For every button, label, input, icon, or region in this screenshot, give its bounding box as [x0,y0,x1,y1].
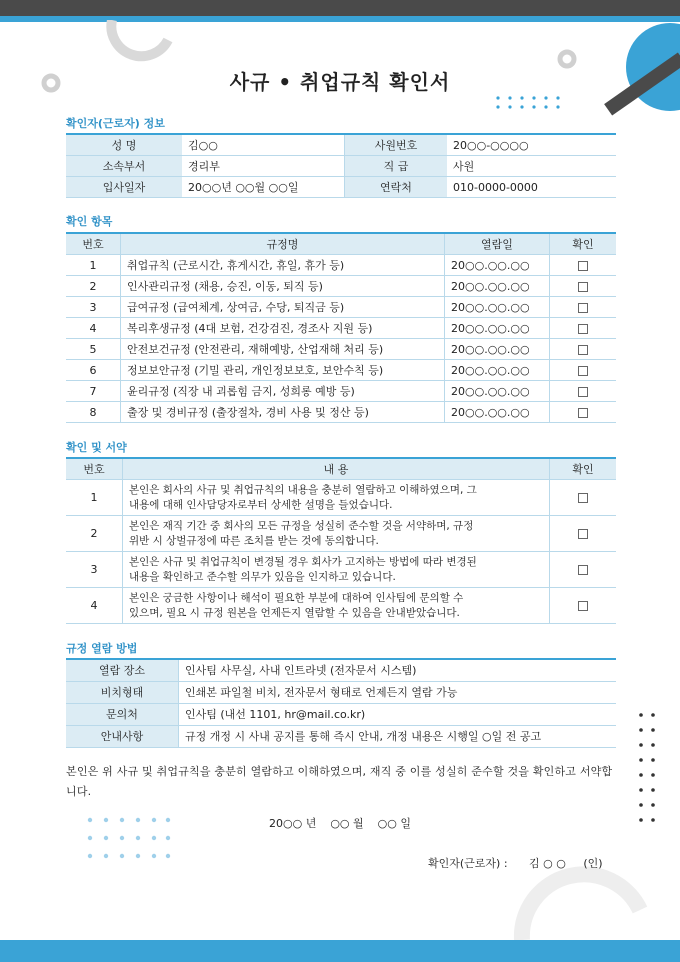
pledge-table [66,457,616,624]
item-date: 20○○.○○.○○ [445,276,550,297]
page-title: 사규 • 취업규칙 확인서 [229,70,451,94]
item-no: 2 [66,276,121,297]
section-title-info: 확인자(근로자) 정보 [66,117,165,130]
item-check[interactable] [550,402,617,423]
items-header-name: 규정명 [121,233,445,255]
item-no: 8 [66,402,121,423]
table-row [66,552,616,588]
pledge-text-line: 있으며, 필요 시 규정 원본을 언제든지 열람할 수 있음을 안내받았습니다. [129,606,460,619]
checkbox[interactable] [578,565,588,575]
empno-label: 사원번호 [345,134,448,156]
item-no: 7 [66,381,121,402]
checkbox[interactable] [578,261,588,271]
method-label: 문의처 [66,703,179,725]
items-header-check: 확인 [550,233,617,255]
empno-value: 20○○-○○○○ [447,134,616,156]
pledge-no: 3 [66,552,123,588]
checkbox[interactable] [578,303,588,313]
signer-label: 확인자(근로자) : [428,857,508,870]
pledge-no: 4 [66,588,123,624]
pledge-text-line: 본인은 재직 기간 중 회사의 모든 규정을 성실히 준수할 것을 서약하며, 규정 [129,519,474,532]
pledge-header-content: 내 용 [123,458,550,480]
table-row [66,381,616,402]
item-check[interactable] [550,318,617,339]
item-date: 20○○.○○.○○ [445,255,550,276]
item-name: 윤리규정 (직장 내 괴롭힘 금지, 성희롱 예방 등) [121,381,445,402]
pledge-text-line: 위반 시 상벌규정에 따른 조치를 받는 것에 동의합니다. [129,534,379,547]
item-name: 취업규칙 (근로시간, 휴게시간, 휴일, 휴가 등) [121,255,445,276]
decorative-dots-top [494,94,564,110]
checkbox[interactable] [578,387,588,397]
pledge-check[interactable] [550,480,617,516]
item-name: 인사관리규정 (채용, 승진, 이동, 퇴직 등) [121,276,445,297]
contact-label: 연락처 [345,177,448,198]
item-date: 20○○.○○.○○ [445,318,550,339]
statement-text: 본인은 위 사규 및 취업규칙을 충분히 열람하고 이해하였으며, 재직 중 이를 성실히 준수할 것을 확인하고 서약합니다. [66,765,613,798]
method-value: 인쇄본 파일철 비치, 전자문서 형태로 언제든지 열람 가능 [179,681,617,703]
joindate-label: 입사일자 [66,177,182,198]
item-no: 5 [66,339,121,360]
section-title-pledge: 확인 및 서약 [66,441,127,454]
table-row [66,255,616,276]
item-check[interactable] [550,339,617,360]
table-row [66,516,616,552]
rank-label: 직 급 [345,156,448,177]
pledge-no: 2 [66,516,123,552]
seal-mark: (인) [583,857,603,870]
section-title-items: 확인 항목 [66,215,113,228]
info-table [66,133,616,198]
name-label: 성 명 [66,134,182,156]
items-header-no: 번호 [66,233,121,255]
table-row [66,402,616,423]
item-date: 20○○.○○.○○ [445,360,550,381]
method-value: 인사팀 사무실, 사내 인트라넷 (전자문서 시스템) [179,659,617,681]
dept-value: 경리부 [182,156,345,177]
top-dark-bar [0,0,680,16]
item-name: 안전보건규정 (안전관리, 재해예방, 산업재해 처리 등) [121,339,445,360]
section-title-method: 규정 열람 방법 [66,642,138,655]
pledge-check[interactable] [550,552,617,588]
item-name: 출장 및 경비규정 (출장절차, 경비 사용 및 정산 등) [121,402,445,423]
table-row [66,318,616,339]
table-row [66,360,616,381]
item-date: 20○○.○○.○○ [445,297,550,318]
table-row [66,297,616,318]
item-date: 20○○.○○.○○ [445,339,550,360]
item-no: 3 [66,297,121,318]
item-check[interactable] [550,360,617,381]
contact-value: 010-0000-0000 [447,177,616,198]
method-table [66,658,616,748]
method-label: 안내사항 [66,725,179,747]
checkbox[interactable] [578,493,588,503]
checkbox[interactable] [578,529,588,539]
items-table [66,232,616,423]
pledge-text-line: 본인은 사규 및 취업규칙이 변경될 경우 회사가 고지하는 방법에 따라 변경된 [129,555,477,568]
item-no: 4 [66,318,121,339]
item-no: 6 [66,360,121,381]
pledge-header-no: 번호 [66,458,123,480]
pledge-header-check: 확인 [550,458,617,480]
pledge-text-line: 본인은 회사의 사규 및 취업규칙의 내용을 충분히 열람하고 이해하였으며, 그 [129,483,477,496]
joindate-value: 20○○년 ○○월 ○○일 [182,177,345,198]
checkbox[interactable] [578,324,588,334]
signature-line [428,855,603,871]
pledge-text-line: 내용을 확인하고 준수할 의무가 있음을 인지하고 있습니다. [129,570,396,583]
items-header-date: 열람일 [445,233,550,255]
checkbox[interactable] [578,601,588,611]
decorative-dots-right [636,710,660,830]
table-row [66,339,616,360]
pledge-text-line: 내용에 대해 인사담당자로부터 상세한 설명을 들었습니다. [129,498,393,511]
pledge-check[interactable] [550,516,617,552]
decorative-arc-bottom [510,860,680,940]
date-line: 20○○ 년 ○○ 월 ○○ 일 [269,817,411,830]
table-row [66,588,616,624]
method-label: 비치형태 [66,681,179,703]
method-label: 열람 장소 [66,659,179,681]
pledge-no: 1 [66,480,123,516]
item-check[interactable] [550,255,617,276]
item-name: 정보보안규정 (기밀 관리, 개인정보보호, 보안수칙 등) [121,360,445,381]
pledge-text-line: 본인은 궁금한 사항이나 해석이 필요한 부분에 대하여 인사팀에 문의할 수 [129,591,464,604]
item-date: 20○○.○○.○○ [445,402,550,423]
item-no: 1 [66,255,121,276]
table-row [66,276,616,297]
item-name: 복리후생규정 (4대 보험, 건강검진, 경조사 지원 등) [121,318,445,339]
item-name: 급여규정 (급여체계, 상여금, 수당, 퇴직금 등) [121,297,445,318]
method-value: 규정 개정 시 사내 공지를 통해 즉시 안내, 개정 내용은 시행일 ○일 전 공고 [179,725,617,747]
checkbox[interactable] [578,345,588,355]
bottom-accent-bar [0,940,680,962]
rank-value: 사원 [447,156,616,177]
checkbox[interactable] [578,408,588,418]
checkbox[interactable] [578,282,588,292]
dept-label: 소속부서 [66,156,182,177]
item-check[interactable] [550,276,617,297]
signer-name: 김 ○ ○ [529,857,566,870]
item-date: 20○○.○○.○○ [445,381,550,402]
method-value: 인사팀 (내선 1101, hr@mail.co.kr) [179,703,617,725]
item-check[interactable] [550,297,617,318]
item-check[interactable] [550,381,617,402]
checkbox[interactable] [578,366,588,376]
table-row [66,480,616,516]
name-value: 김○○ [182,134,345,156]
pledge-check[interactable] [550,588,617,624]
